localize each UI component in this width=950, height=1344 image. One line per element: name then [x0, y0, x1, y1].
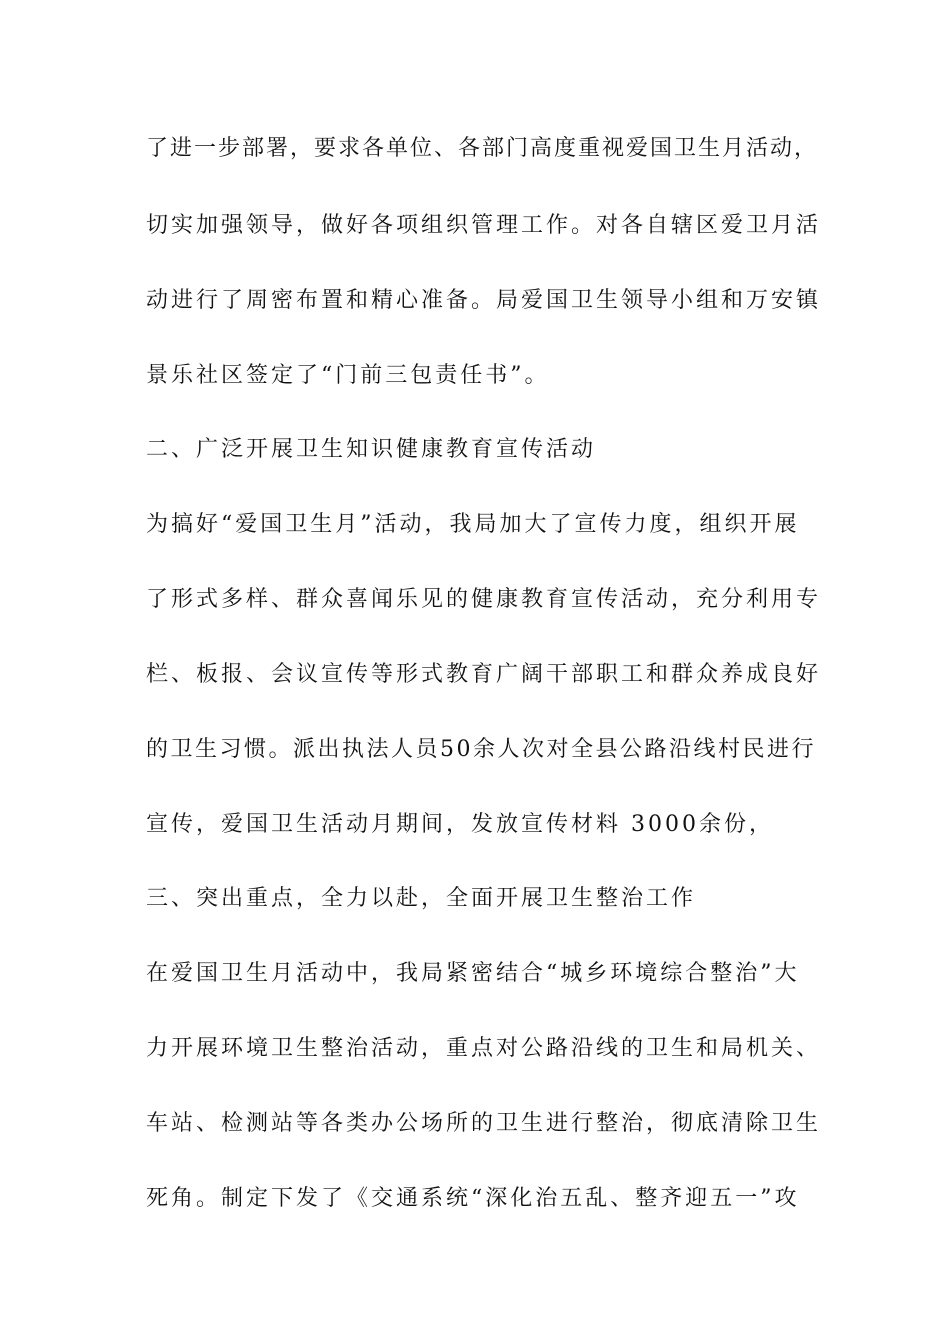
paragraph-line: 栏、板报、会议宣传等形式教育广阔干部职工和群众养成良好: [146, 662, 822, 687]
paragraph-line: 切实加强领导，做好各项组织管理工作。对各自辖区爱卫月活: [146, 213, 822, 238]
section-heading: 三、突出重点，全力以赴，全面开展卫生整治工作: [146, 886, 697, 911]
paragraph-line: 车站、检测站等各类办公场所的卫生进行整治，彻底清除卫生: [146, 1111, 822, 1136]
paragraph-line: 动进行了周密布置和精心准备。局爱国卫生领导小组和万安镇: [146, 288, 822, 313]
paragraph-line: 为搞好“爱国卫生月”活动，我局加大了宣传力度，组织开展: [146, 512, 800, 537]
paragraph-line: 宣传，爱国卫生活动月期间，发放宣传材料 3000余份，: [146, 812, 774, 837]
paragraph-line: 了进一步部署，要求各单位、各部门高度重视爱国卫生月活动，: [146, 136, 819, 161]
paragraph-line: 了形式多样、群众喜闻乐见的健康教育宣传活动，充分利用专: [146, 587, 822, 612]
paragraph-line: 死角。制定下发了《交通系统“深化治五乱、整齐迎五一”攻: [146, 1186, 800, 1211]
section-heading: 二、广泛开展卫生知识健康教育宣传活动: [146, 437, 597, 462]
paragraph-line: 在爱国卫生月活动中，我局紧密结合“城乡环境综合整治”大: [146, 961, 800, 986]
paragraph-line: 景乐社区签定了“门前三包责任书”。: [146, 363, 550, 388]
paragraph-line: 力开展环境卫生整治活动，重点对公路沿线的卫生和局机关、: [146, 1036, 822, 1061]
paragraph-line: 的卫生习惯。派出执法人员50余人次对全县公路沿线村民进行: [146, 737, 816, 762]
